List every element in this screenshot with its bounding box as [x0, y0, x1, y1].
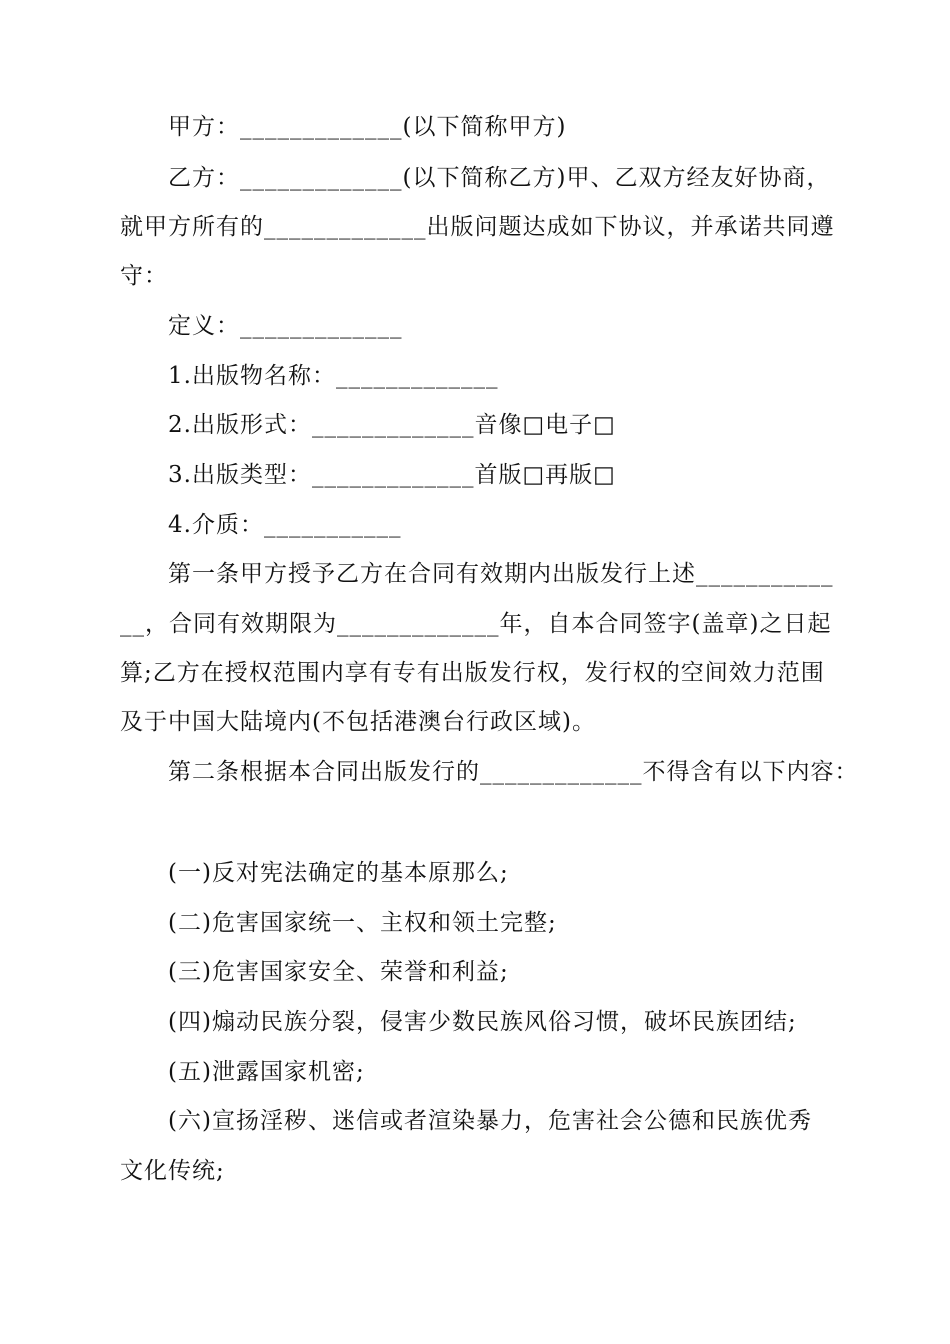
prohibited-item-2: (二)危害国家统一、主权和领土完整;	[168, 910, 557, 936]
item-publication-name: 1.出版物名称：_____________	[168, 363, 499, 389]
article-one-line-1: 第一条甲方授予乙方在合同有效期内出版发行上述___________	[168, 561, 834, 587]
prohibited-item-4: (四)煽动民族分裂，侵害少数民族风俗习惯，破坏民族团结;	[168, 1009, 797, 1035]
prohibited-item-6-line-2: 文化传统;	[120, 1158, 225, 1184]
item-medium: 4.介质：___________	[168, 512, 402, 538]
definition-line: 定义：_____________	[168, 313, 403, 339]
prohibited-item-5: (五)泄露国家机密;	[168, 1059, 365, 1085]
item-publication-form: 2.出版形式：_____________音像□电子□	[168, 412, 616, 438]
agreement-intro-line: 就甲方所有的_____________出版问题达成如下协议，并承诺共同遵	[120, 214, 835, 240]
party-b-line: 乙方：_____________(以下简称乙方)甲、乙双方经友好协商，	[168, 165, 831, 191]
article-one-line-2: __，合同有效期限为_____________年，自本合同签字(盖章)之日起	[120, 611, 832, 637]
article-two-line: 第二条根据本合同出版发行的_____________不得含有以下内容：	[168, 759, 859, 785]
item-publication-type: 3.出版类型：_____________首版□再版□	[168, 462, 616, 488]
article-one-line-3: 算;乙方在授权范围内享有专有出版发行权，发行权的空间效力范围	[120, 660, 825, 686]
prohibited-item-3: (三)危害国家安全、荣誉和利益;	[168, 959, 509, 985]
prohibited-item-1: (一)反对宪法确定的基本原那么;	[168, 860, 509, 886]
agreement-intro-end: 守：	[120, 263, 168, 289]
article-one-line-4: 及于中国大陆境内(不包括港澳台行政区域)。	[120, 709, 596, 735]
party-a-line: 甲方：_____________(以下简称甲方)	[168, 114, 567, 140]
prohibited-item-6-line-1: (六)宣扬淫秽、迷信或者渲染暴力，危害社会公德和民族优秀	[168, 1108, 812, 1134]
